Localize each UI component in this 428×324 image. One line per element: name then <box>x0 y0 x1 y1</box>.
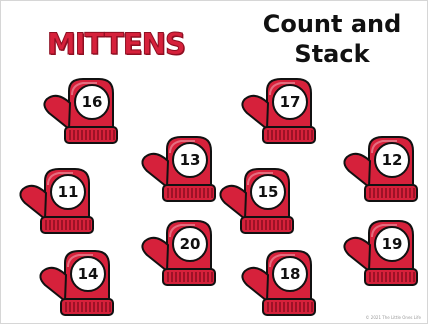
mitten-number: 15 <box>257 183 279 201</box>
mitten-number: 18 <box>279 265 301 283</box>
mitten-card <box>339 219 421 291</box>
mitten-number: 19 <box>381 235 403 253</box>
mitten-card <box>15 167 97 239</box>
mitten-card <box>35 249 117 321</box>
mitten-number: 14 <box>77 265 99 283</box>
mitten-number: 20 <box>179 235 201 253</box>
mitten-card <box>339 135 421 207</box>
mitten-number: 11 <box>57 183 79 201</box>
mitten-number: 17 <box>279 93 301 111</box>
mitten-card <box>39 77 121 149</box>
mitten-number: 13 <box>179 151 201 169</box>
mitten-card <box>237 249 319 321</box>
mitten-card <box>237 77 319 149</box>
mitten-card <box>215 167 297 239</box>
title-mittens: MITTENS <box>47 27 185 61</box>
mitten-card <box>137 219 219 291</box>
title-sub-line2: Stack <box>294 40 370 68</box>
copyright-text: © 2021 The Little Ones Life <box>365 315 421 320</box>
mittens-area <box>1 1 427 323</box>
mitten-card <box>137 135 219 207</box>
title-sub-line1: Count and <box>262 10 402 38</box>
mitten-number: 16 <box>81 93 103 111</box>
mitten-number: 12 <box>381 151 403 169</box>
